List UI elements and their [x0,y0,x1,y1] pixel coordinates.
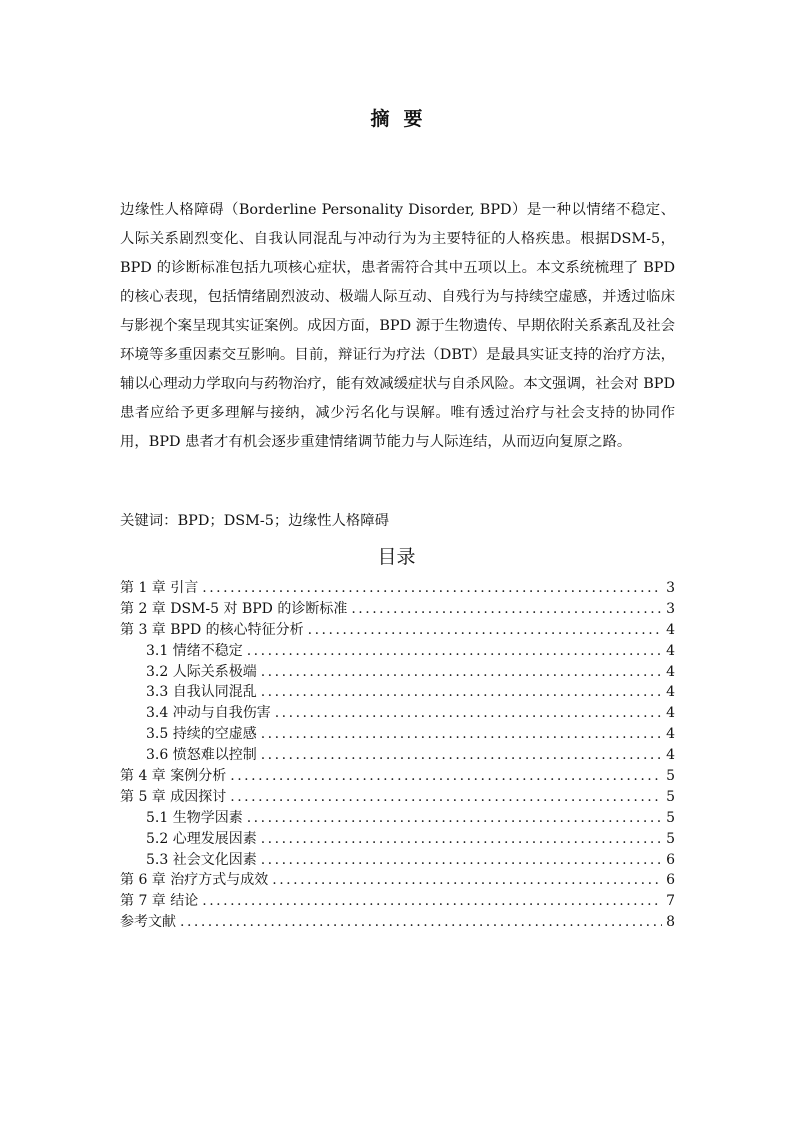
toc-entry-page: 5 [666,809,675,826]
toc-leader-dots [261,682,662,703]
toc-entry-5-2[interactable] [120,829,675,850]
toc-entry-page: 5 [666,768,675,785]
toc-entry-5-1[interactable] [120,808,675,829]
toc-leader-dots [247,641,662,662]
toc-entry-ch4[interactable] [120,766,675,787]
toc-entry-label: 第 6 章 治疗方式与成效 [120,872,269,889]
toc-leader-dots [202,578,662,599]
toc-entry-label: 3.5 持续的空虚感 [146,726,257,743]
toc-entry-page: 3 [666,600,675,617]
toc-entry-label: 第 3 章 BPD 的核心特征分析 [120,621,304,638]
toc-entry-page: 5 [666,788,675,805]
toc-leader-dots [308,620,662,641]
keywords-line: 关键词：BPD；DSM-5；边缘性人格障碍 [120,513,390,529]
toc-entry-3-2[interactable] [120,662,675,683]
toc-entry-page: 4 [666,726,675,743]
toc-entry-label: 3.4 冲动与自我伤害 [146,705,271,722]
table-of-contents [120,578,675,933]
toc-entry-ch5[interactable] [120,787,675,808]
toc-leader-dots [247,808,662,829]
toc-leader-dots [230,787,662,808]
toc-entry-page: 6 [666,872,675,889]
toc-leader-dots [351,599,662,620]
toc-leader-dots [180,912,662,933]
toc-entry-page: 4 [666,747,675,764]
toc-entry-5-3[interactable] [120,850,675,871]
toc-leader-dots [230,766,662,787]
toc-entry-page: 7 [666,893,675,910]
toc-leader-dots [261,850,662,871]
toc-entry-label: 5.2 心理发展因素 [146,830,257,847]
toc-entry-3-3[interactable] [120,682,675,703]
toc-entry-label: 参考文献 [120,914,176,931]
toc-entry-label: 5.3 社会文化因素 [146,851,257,868]
toc-entry-ch7[interactable] [120,891,675,912]
toc-entry-3-6[interactable] [120,745,675,766]
toc-entry-label: 第 5 章 成因探讨 [120,788,227,805]
toc-entry-page: 4 [666,621,675,638]
toc-leader-dots [261,724,662,745]
toc-leader-dots [272,870,662,891]
toc-entry-ch3[interactable] [120,620,675,641]
toc-entry-label: 第 1 章 引言 [120,580,199,596]
toc-leader-dots [202,891,662,912]
toc-entry-label: 3.1 情绪不稳定 [146,642,243,659]
toc-entry-3-4[interactable] [120,703,675,724]
toc-entry-3-1[interactable] [120,641,675,662]
toc-leader-dots [261,662,662,683]
toc-entry-label: 第 4 章 案例分析 [120,768,227,785]
toc-leader-dots [261,829,662,850]
abstract-title: 摘要 [370,108,437,130]
toc-entry-page: 8 [666,914,675,931]
toc-entry-3-5[interactable] [120,724,675,745]
toc-entry-references[interactable] [120,912,675,933]
toc-entry-label: 第 7 章 结论 [120,893,199,910]
toc-leader-dots [275,703,662,724]
toc-entry-page: 4 [666,684,675,701]
toc-entry-ch1[interactable] [120,578,675,599]
toc-entry-page: 4 [666,705,675,722]
toc-entry-page: 5 [666,830,675,847]
toc-leader-dots [261,745,662,766]
toc-entry-page: 4 [666,663,675,680]
toc-entry-label: 3.3 自我认同混乱 [146,684,257,701]
toc-entry-label: 第 2 章 DSM-5 对 BPD 的诊断标准 [120,600,348,617]
abstract-body: 边缘性人格障碍（Borderline Personality Disorder, BPD）是一种以情绪不稳定、人际关系剧烈变化、自我认同混乱与冲动行为为主要特征的人格疾患。根据DSM-5，BPD 的诊断标准包括九项核心症状，患者需符合其中五项以上。本文系统梳理了 BPD 的核心表现，包括情绪剧烈波动、极端人际互动、自残行为与持续空虚感，并透过临床与影视个案呈现其实证案例。成因方面，BPD 源于生物遗传、早期依附关系紊乱及社会环境等多重因素交互影响。目前，辩证行为疗法（DBT）是最具实证支持的治疗方法，辅以心理动力学取向与药物治疗，能有效减缓症状与自杀风险。本文强调，社会对 BPD 患者应给予更多理解与接纳，减少污名化与误解。唯有透过治疗与社会支持的协同作用，BPD 患者才有机会逐步重建情绪调节能力与人际连结，从而迈向复原之路。 [120,202,675,450]
toc-entry-label: 3.2 人际关系极端 [146,663,257,680]
toc-entry-label: 5.1 生物学因素 [146,809,243,826]
toc-entry-page: 3 [666,580,675,596]
toc-entry-ch6[interactable] [120,870,675,891]
toc-title: 目录 [377,546,416,568]
toc-entry-page: 4 [666,642,675,659]
toc-entry-ch2[interactable] [120,599,675,620]
toc-entry-label: 3.6 愤怒难以控制 [146,747,257,764]
toc-entry-page: 6 [666,851,675,868]
